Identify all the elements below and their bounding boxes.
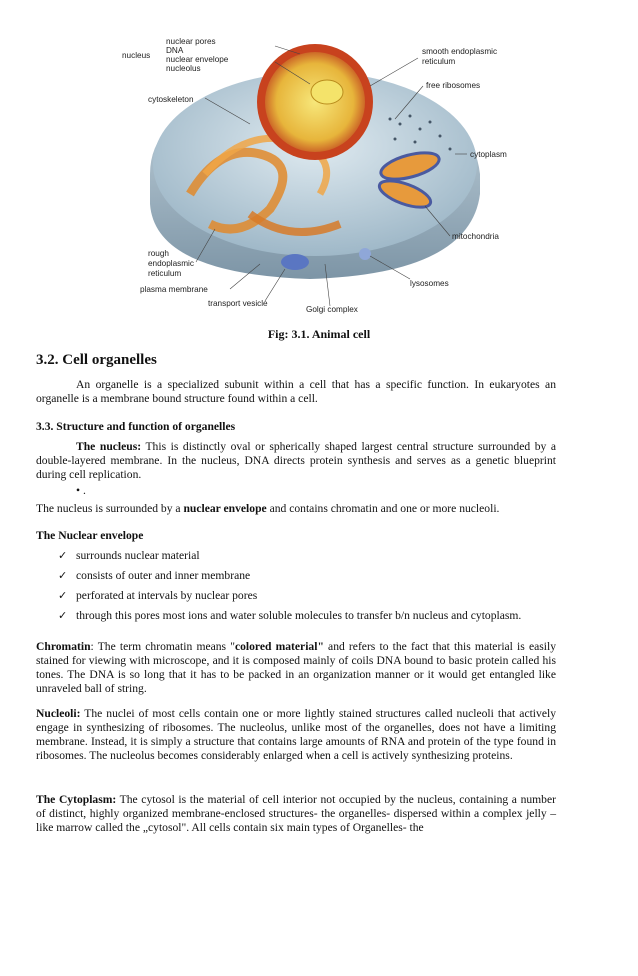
section-3-3	[36, 420, 556, 516]
nucleus-surrounded-paragraph: The nucleus is surrounded by a nuclear envelope and contains chromatin and one or more nucleoli.	[36, 502, 500, 515]
chromatin-section	[36, 640, 556, 696]
nucleus-term: The nucleus:	[76, 440, 142, 453]
nuclear-envelope-list	[36, 549, 556, 623]
label-lysosomes: lysosomes	[410, 279, 449, 288]
section-3-2-body	[36, 378, 556, 406]
label-free-ribosomes: free ribosomes	[426, 81, 481, 90]
label-nucleus: nucleus	[122, 51, 151, 60]
chromatin-paragraph: Chromatin: The term chromatin means "colored material" and refers to the fact that this material is easily stained for viewing with microscope, and it is composed mainly of coils DNA bound to basic protein called his tones. The DNA is so long that it has to be packed in an organization manner or it would get entangled like unraveled ball of string.	[36, 640, 556, 695]
label-dna: DNA	[166, 46, 184, 55]
organelle-paragraph: An organelle is a specialized subunit within a cell that has a specific function. In eukaryotes an organelle is a membrane bound structure found within a cell.	[36, 378, 556, 405]
nucleolus-shape	[311, 80, 343, 104]
list-item: ✓ consists of outer and inner membrane	[58, 569, 251, 582]
label-golgi-complex: Golgi complex	[306, 305, 358, 314]
checkmark-icon: ✓	[58, 569, 68, 582]
section-heading-3-2: 3.2. Cell organelles	[36, 352, 157, 368]
label-cytoskeleton: cytoskeleton	[148, 95, 194, 104]
nucleoli-paragraph: Nucleoli: The nuclei of most cells contain one or more lightly stained structures called nucleoli that actively engage in synthesizing of ribosomes. The nucleolus, unlike most of the organelles, does not have a limiting membrane. Instead, it is simply a structure that contains large amounts of RNA and protein of the type found in ribosomes. The nucleolus becomes considerably enlarged when a cell is actively synthesizing proteins.	[36, 707, 556, 762]
label-mitochondria: mitochondria	[452, 232, 499, 241]
label-smooth-er-line2: reticulum	[422, 57, 456, 66]
list-item: ✓ perforated at intervals by nuclear pores	[58, 589, 258, 602]
nucleus-text: This is distinctly oval or spherically shaped largest central structure surrounded by a double-layered membrane. In the nucleus, DNA directs protein synthesis and serves as a genetic blueprint during cell replication.	[36, 440, 556, 481]
label-transport-vesicle: transport vesicle	[208, 299, 268, 308]
chromatin-term: Chromatin	[36, 640, 91, 653]
label-nucleolus: nucleolus	[166, 64, 201, 73]
cytoplasm-paragraph: The Cytoplasm: The cytosol is the material of cell interior not occupied by the nucleus, containing a number of distinct, highly organized membrane-enclosed structures- the organelles- dispersed within a complex jelly – like marrow called the „cytosol". All cells contain six main types of Organelles- the	[36, 793, 556, 834]
label-rough-er-line1: rough	[148, 249, 169, 258]
label-rough-er-line2: endoplasmic	[148, 259, 194, 268]
animal-cell-illustration	[110, 24, 540, 316]
list-item: ✓ through this pores most ions and water soluble molecules to transfer b/n nucleus and cytoplasm.	[58, 609, 522, 622]
label-smooth-er-line1: smooth endoplasmic	[422, 47, 498, 56]
cytoplasm-section	[36, 793, 556, 835]
checkmark-icon: ✓	[58, 609, 68, 622]
checkmark-icon: ✓	[58, 549, 68, 562]
nucleoli-term: Nucleoli:	[36, 707, 81, 720]
label-nuclear-pores: nuclear pores	[166, 37, 216, 46]
label-nuclear-envelope: nuclear envelope	[166, 55, 229, 64]
figure-caption: Fig: 3.1. Animal cell	[267, 327, 371, 341]
animal-cell-figure	[110, 24, 540, 316]
lysosome-shape	[281, 254, 309, 270]
section-heading-3-3: 3.3. Structure and function of organelles	[36, 420, 236, 433]
label-plasma-membrane: plasma membrane	[140, 285, 208, 294]
checkmark-icon: ✓	[58, 589, 68, 602]
label-rough-er-line3: reticulum	[148, 269, 182, 278]
nuclear-envelope-term: nuclear envelope	[183, 502, 267, 515]
cytoplasm-term: The Cytoplasm:	[36, 793, 117, 806]
nucleus-paragraph	[36, 440, 556, 482]
list-item: ✓ surrounds nuclear material	[58, 549, 200, 562]
nuclear-envelope-section	[36, 529, 556, 623]
nucleoli-section	[36, 707, 556, 763]
bullet-mark: • .	[76, 484, 86, 497]
nuclear-envelope-heading: The Nuclear envelope	[36, 529, 144, 542]
label-cytoplasm: cytoplasm	[470, 150, 507, 159]
